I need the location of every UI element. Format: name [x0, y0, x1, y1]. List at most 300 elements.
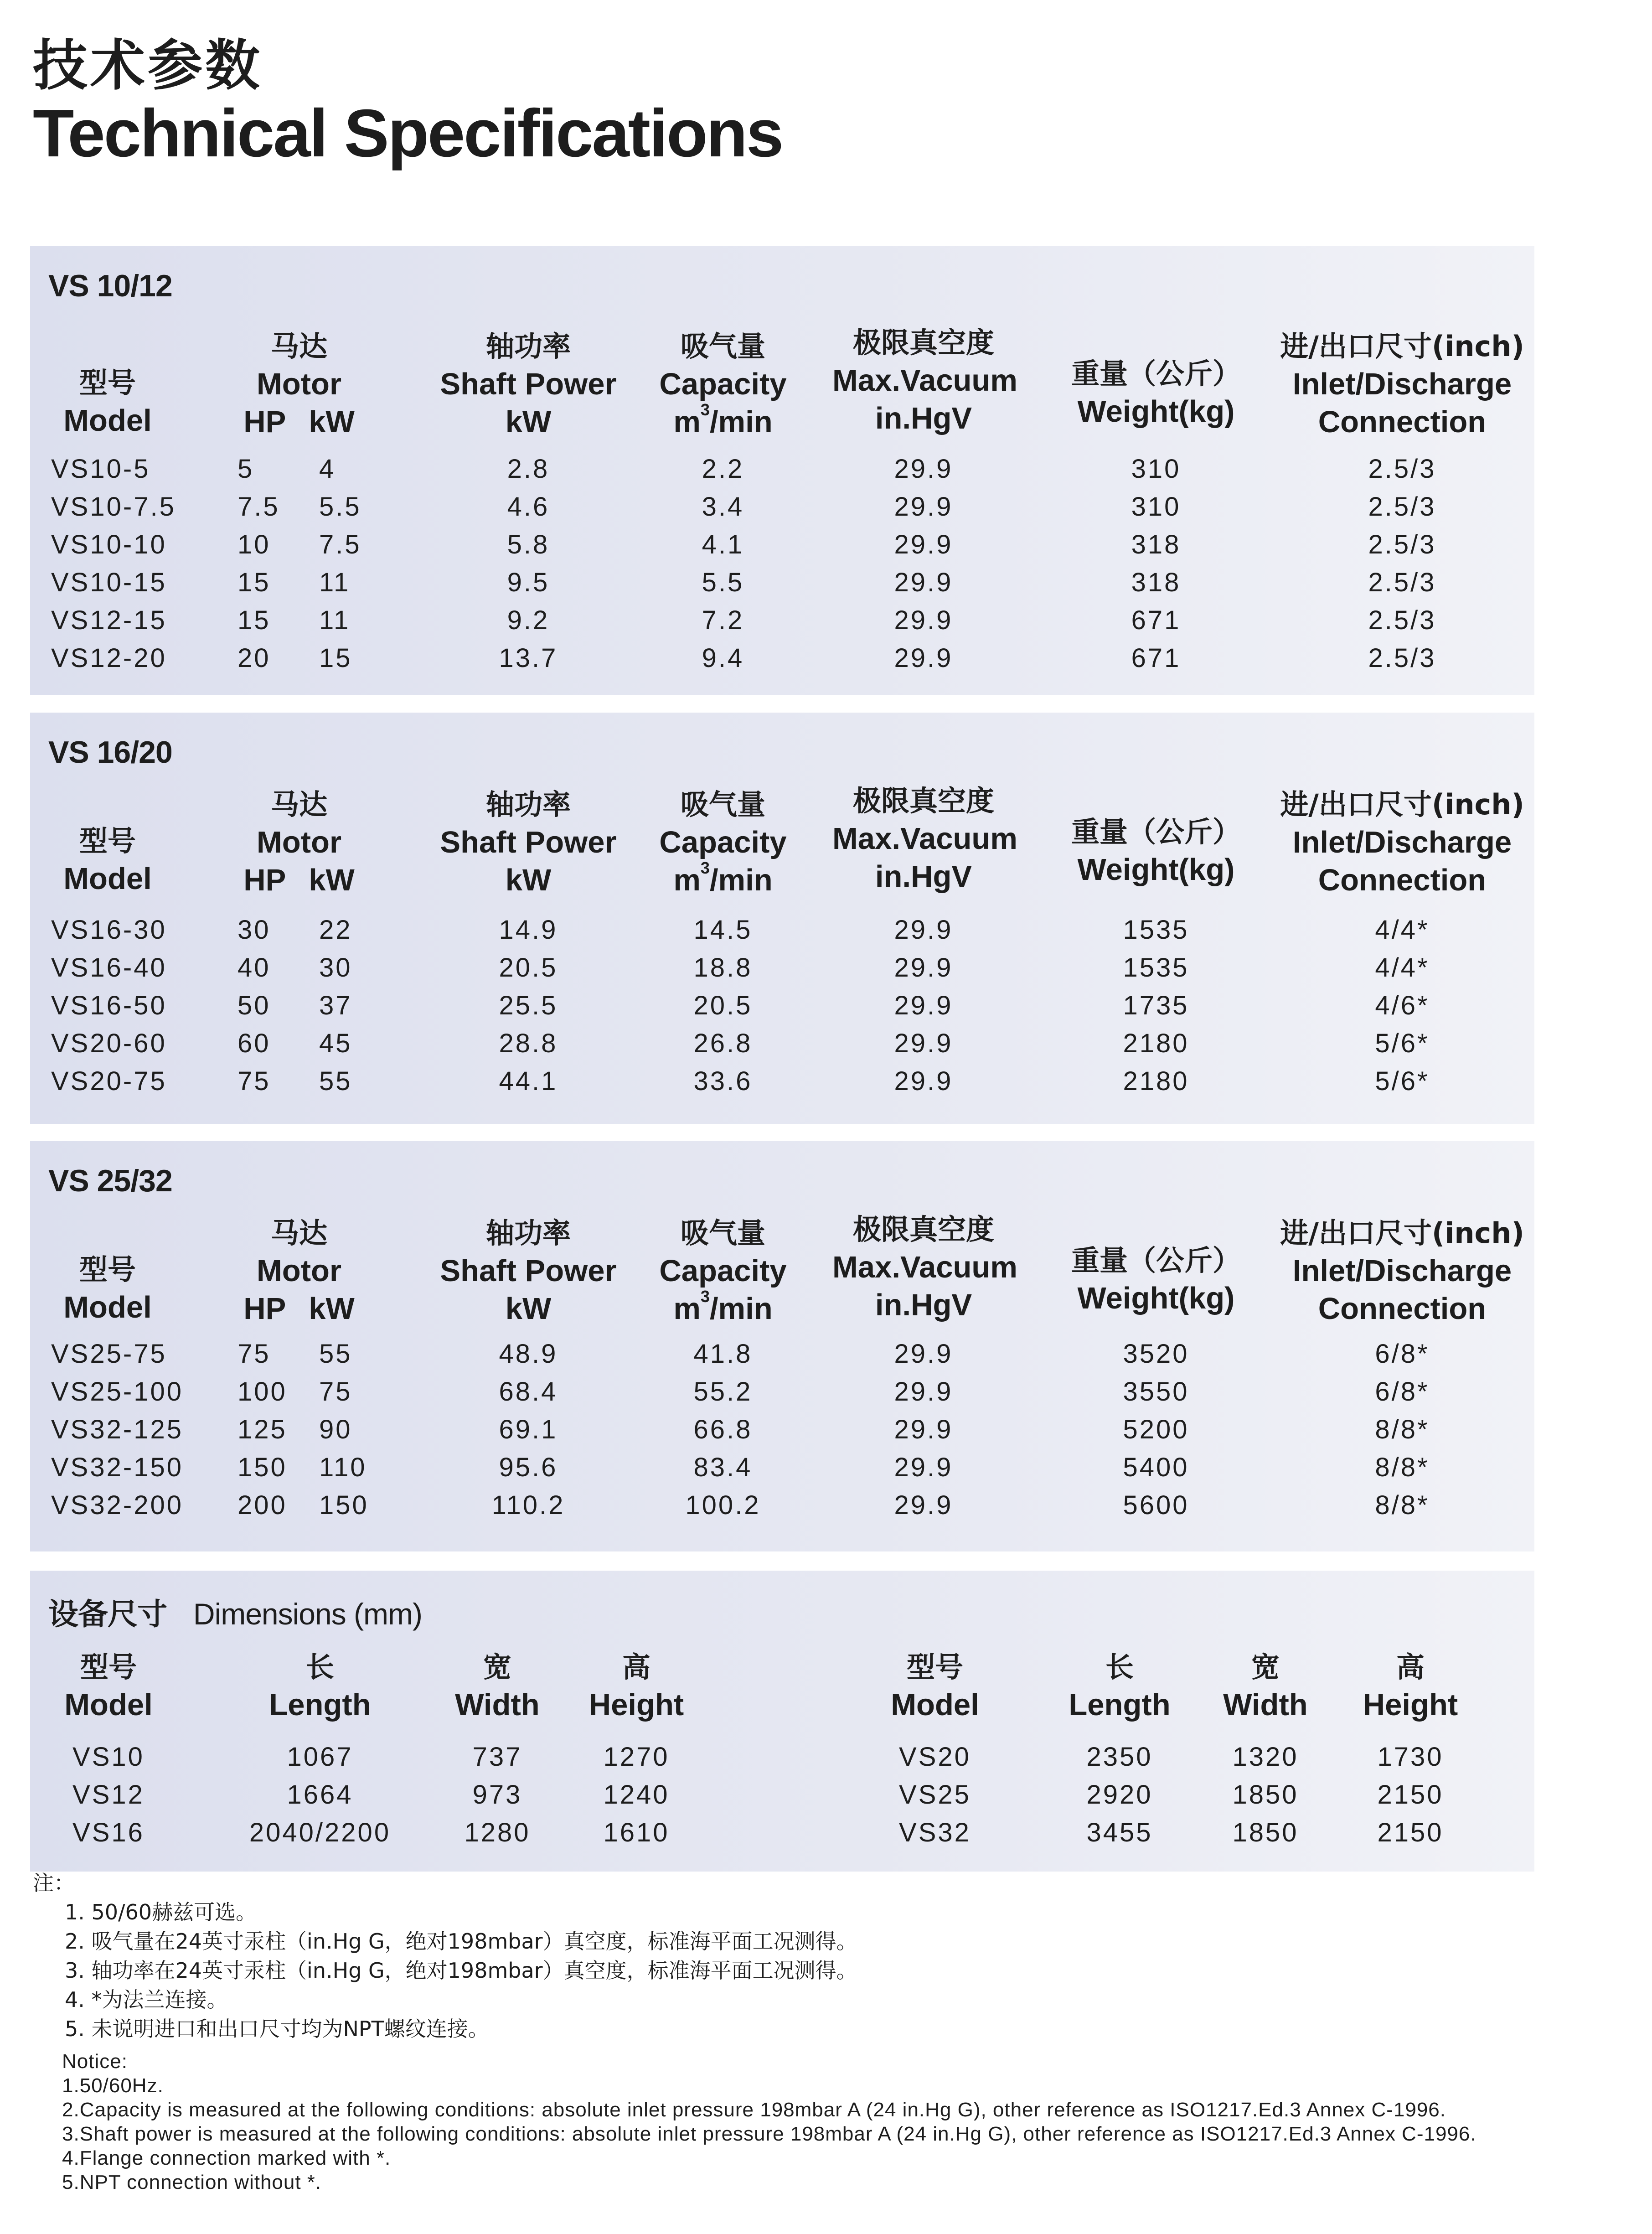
- header-weight-cn: 重量（公斤）: [1071, 1244, 1241, 1277]
- header-vacuum: [832, 324, 1015, 437]
- dim-cell-model: VS16: [72, 1818, 145, 1847]
- dim-cell-length: 2920: [1086, 1780, 1153, 1810]
- note-cn-item: 5. 未说明进口和出口尺寸均为NPT螺纹连接。: [65, 2017, 489, 2041]
- dim-cell-height: 2150: [1377, 1818, 1444, 1847]
- dim-cell-length: 2350: [1086, 1742, 1153, 1772]
- dim-header-len-cn: 长: [305, 1650, 334, 1684]
- cell-kw: 150: [319, 1490, 369, 1520]
- header-weight-cn: 重量（公斤）: [1071, 815, 1241, 848]
- cell-shaft-power: 9.5: [507, 568, 550, 597]
- cell-shaft-power: 68.4: [499, 1377, 558, 1407]
- header-weight: [1047, 1241, 1265, 1317]
- header-vacuum-en: Max.Vacuum: [832, 822, 1017, 856]
- cell-shaft-power: 69.1: [499, 1415, 558, 1444]
- cell-connection: 4/4*: [1375, 953, 1430, 983]
- cell-shaft-power: 13.7: [499, 643, 558, 673]
- table-row: [30, 1028, 1534, 1066]
- cell-kw: 11: [319, 605, 351, 635]
- note-cn-item: 3. 轴功率在24英寸汞柱（in.Hg G，绝对198mbar）真空度，标准海平面工况测得。: [65, 1958, 857, 1983]
- cell-hp: 60: [237, 1029, 271, 1058]
- page-title-cn: 技术参数: [33, 34, 263, 98]
- unit-rest: /min: [709, 863, 773, 897]
- header-connection: [1270, 1214, 1534, 1328]
- section-title: VS 10/12: [48, 269, 172, 303]
- header-shaft-power: [437, 786, 620, 899]
- header-hp: HP: [243, 863, 286, 897]
- header-model-en: Model: [63, 1290, 152, 1324]
- header-capacity: [650, 786, 796, 899]
- cell-weight: 310: [1131, 492, 1181, 522]
- cell-model: VS16-50: [51, 991, 167, 1020]
- header-vacuum-cn: 极限真空度: [852, 784, 994, 817]
- header-capacity-cn: 吸气量: [680, 330, 765, 363]
- cell-capacity: 5.5: [702, 568, 744, 597]
- header-connection-cn: 进/出口尺寸(inch): [1280, 330, 1524, 363]
- cell-shaft-power: 20.5: [499, 953, 558, 983]
- cell-capacity: 9.4: [702, 643, 744, 673]
- header-model: [57, 822, 158, 898]
- unit-sup: 3: [700, 1287, 710, 1306]
- cell-model: VS16-40: [51, 953, 167, 983]
- note-en-item: 2.Capacity is measured at the following conditions: absolute inlet pressure 198mbar A (24 in.Hg G), other reference as ISO1217.Ed.3 Annex C-1996.: [62, 2099, 1446, 2121]
- table-row: [30, 454, 1534, 491]
- dim-cell-width: 1850: [1232, 1780, 1299, 1810]
- dim-header-wid-en: Width: [455, 1688, 540, 1722]
- section-title: VS 16/20: [48, 735, 172, 770]
- cell-shaft-power: 28.8: [499, 1029, 558, 1058]
- header-model: [57, 1251, 158, 1326]
- note-en-item: 3.Shaft power is measured at the following conditions: absolute inlet pressure 198mbar A (24 in.Hg G), other reference as ISO1217.Ed.3 Annex C-1996.: [62, 2123, 1476, 2145]
- header-motor-units: [231, 1290, 367, 1328]
- cell-shaft-power: 95.6: [499, 1453, 558, 1482]
- header-vacuum-unit: in.HgV: [875, 1288, 972, 1322]
- note-en-item: 5.NPT connection without *.: [62, 2171, 322, 2193]
- dim-cell-model: VS32: [899, 1818, 971, 1847]
- header-motor-cn: 马达: [270, 788, 327, 821]
- header-shaft-en: Shaft Power: [440, 1254, 617, 1288]
- cell-shaft-power: 5.8: [507, 530, 550, 559]
- dim-cell-height: 1610: [603, 1818, 670, 1847]
- cell-weight: 671: [1131, 643, 1181, 673]
- table-row: [30, 952, 1534, 990]
- dim-header-hei-cn: 高: [622, 1650, 650, 1684]
- cell-connection: 2.5/3: [1368, 605, 1436, 635]
- cell-vacuum: 29.9: [894, 991, 953, 1020]
- cell-hp: 100: [237, 1377, 287, 1407]
- dim-row: [30, 1817, 1534, 1855]
- header-vacuum: [832, 1210, 1015, 1324]
- header-shaft-cn: 轴功率: [485, 788, 571, 821]
- header-connection-en1: Inlet/Discharge: [1292, 1254, 1512, 1288]
- cell-hp: 50: [237, 991, 271, 1020]
- cell-kw: 75: [319, 1377, 352, 1407]
- cell-connection: 5/6*: [1375, 1029, 1430, 1058]
- header-motor-units: [231, 861, 367, 899]
- spec-panel: [30, 246, 1534, 695]
- cell-hp: 150: [237, 1453, 287, 1482]
- cell-hp: 75: [237, 1066, 271, 1096]
- cell-model: VS16-30: [51, 915, 167, 945]
- cell-kw: 90: [319, 1415, 352, 1444]
- header-capacity: [650, 327, 796, 441]
- header-capacity-unit: [650, 1287, 796, 1328]
- table-row: [30, 605, 1534, 643]
- header-connection: [1270, 786, 1534, 899]
- cell-vacuum: 29.9: [894, 1029, 953, 1058]
- cell-connection: 4/6*: [1375, 991, 1430, 1020]
- cell-vacuum: 29.9: [894, 1377, 953, 1407]
- cell-vacuum: 29.9: [894, 1490, 953, 1520]
- cell-kw: 7.5: [319, 530, 361, 559]
- dim-header-len-en: Length: [269, 1688, 371, 1722]
- notes-cn-label: 注：: [33, 1871, 75, 1895]
- header-vacuum-unit: in.HgV: [875, 401, 972, 435]
- dim-header-wid-cn: 宽: [1251, 1650, 1280, 1684]
- cell-capacity: 26.8: [693, 1029, 753, 1058]
- header-kw: kW: [309, 1292, 355, 1326]
- dim-cell-length: 2040/2200: [249, 1818, 391, 1847]
- cell-weight: 1735: [1123, 991, 1189, 1020]
- dim-header-model-cn: 型号: [80, 1650, 137, 1684]
- note-en-item: 1.50/60Hz.: [62, 2074, 164, 2097]
- header-connection-en1: Inlet/Discharge: [1292, 825, 1512, 859]
- header-model-cn: 型号: [79, 824, 136, 858]
- cell-kw: 4: [319, 454, 336, 484]
- header-connection-en2: Connection: [1318, 863, 1487, 897]
- cell-capacity: 14.5: [693, 915, 753, 945]
- header-capacity-cn: 吸气量: [680, 788, 765, 821]
- cell-weight: 1535: [1123, 915, 1189, 945]
- unit-rest: /min: [709, 1292, 773, 1326]
- dim-header-hei: [1319, 1648, 1502, 1724]
- cell-weight: 5400: [1123, 1453, 1189, 1482]
- dim-header-model-en: Model: [64, 1688, 153, 1722]
- header-weight-en: Weight(kg): [1077, 853, 1235, 887]
- header-capacity-en: Capacity: [659, 367, 787, 401]
- cell-vacuum: 29.9: [894, 643, 953, 673]
- header-motor-cn: 马达: [270, 1216, 327, 1250]
- header-connection-cn: 进/出口尺寸(inch): [1280, 1216, 1524, 1250]
- table-row: [30, 567, 1534, 605]
- header-shaft-en: Shaft Power: [440, 367, 617, 401]
- spec-panel: [30, 1141, 1534, 1551]
- dim-cell-model: VS25: [899, 1780, 971, 1810]
- cell-model: VS10-10: [51, 530, 167, 559]
- cell-model: VS20-75: [51, 1066, 167, 1096]
- cell-kw: 30: [319, 953, 352, 983]
- header-motor-units: [231, 403, 367, 441]
- cell-kw: 45: [319, 1029, 352, 1058]
- cell-shaft-power: 4.6: [507, 492, 550, 522]
- dim-cell-model: VS12: [72, 1780, 145, 1810]
- cell-hp: 5: [237, 454, 254, 484]
- table-row: [30, 1490, 1534, 1528]
- cell-hp: 40: [237, 953, 271, 983]
- dim-cell-width: 1320: [1232, 1742, 1299, 1772]
- cell-weight: 318: [1131, 568, 1181, 597]
- cell-weight: 2180: [1123, 1066, 1189, 1096]
- cell-kw: 110: [319, 1453, 367, 1482]
- dim-header-hei-cn: 高: [1396, 1650, 1425, 1684]
- cell-vacuum: 29.9: [894, 530, 953, 559]
- dimensions-title: [48, 1590, 422, 1633]
- note-cn-item: 4. *为法兰连接。: [65, 1987, 228, 2012]
- cell-kw: 11: [319, 568, 351, 597]
- header-shaft-power: [437, 1214, 620, 1328]
- dim-header-model-cn: 型号: [906, 1650, 963, 1684]
- cell-vacuum: 29.9: [894, 915, 953, 945]
- note-en-item: 4.Flange connection marked with *.: [62, 2147, 391, 2169]
- dim-row: [30, 1779, 1534, 1817]
- cell-shaft-power: 110.2: [491, 1490, 565, 1520]
- header-weight-cn: 重量（公斤）: [1071, 357, 1241, 390]
- dim-header-len: [229, 1648, 411, 1724]
- cell-shaft-power: 14.9: [499, 915, 558, 945]
- cell-model: VS10-15: [51, 568, 167, 597]
- header-connection-en2: Connection: [1318, 1292, 1487, 1326]
- note-cn-item: 1. 50/60赫兹可选。: [65, 1900, 257, 1924]
- header-shaft-cn: 轴功率: [485, 330, 571, 363]
- header-motor-en: Motor: [256, 367, 342, 401]
- table-row: [30, 1339, 1534, 1376]
- header-connection-en2: Connection: [1318, 405, 1487, 439]
- dim-cell-width: 1850: [1232, 1818, 1299, 1847]
- header-model-cn: 型号: [79, 366, 136, 399]
- header-motor-en: Motor: [256, 1254, 342, 1288]
- header-connection-cn: 进/出口尺寸(inch): [1280, 788, 1524, 821]
- header-model-en: Model: [63, 403, 152, 438]
- cell-shaft-power: 48.9: [499, 1339, 558, 1369]
- cell-capacity: 55.2: [693, 1377, 753, 1407]
- cell-capacity: 41.8: [693, 1339, 753, 1369]
- cell-model: VS20-60: [51, 1029, 167, 1058]
- dim-header-len-cn: 长: [1105, 1650, 1134, 1684]
- cell-hp: 15: [237, 605, 271, 635]
- cell-shaft-power: 9.2: [507, 605, 550, 635]
- cell-hp: 15: [237, 568, 271, 597]
- unit-sup: 3: [700, 858, 710, 877]
- cell-model: VS25-100: [51, 1377, 183, 1407]
- table-row: [30, 529, 1534, 567]
- header-capacity: [650, 1214, 796, 1328]
- dim-header-model: [17, 1648, 200, 1724]
- header-connection: [1270, 327, 1534, 441]
- cell-capacity: 18.8: [693, 953, 753, 983]
- header-vacuum-en: Max.Vacuum: [832, 363, 1017, 398]
- cell-hp: 200: [237, 1490, 287, 1520]
- cell-hp: 7.5: [237, 492, 280, 522]
- cell-kw: 5.5: [319, 492, 361, 522]
- header-model: [57, 364, 158, 440]
- cell-kw: 55: [319, 1066, 352, 1096]
- unit-m: m: [673, 1292, 701, 1326]
- cell-vacuum: 29.9: [894, 953, 953, 983]
- dim-row: [30, 1742, 1534, 1779]
- cell-shaft-power: 44.1: [499, 1066, 558, 1096]
- cell-kw: 55: [319, 1339, 352, 1369]
- dim-cell-height: 1240: [603, 1780, 670, 1810]
- cell-capacity: 100.2: [685, 1490, 761, 1520]
- dim-cell-height: 1270: [603, 1742, 670, 1772]
- dim-cell-width: 1280: [464, 1818, 531, 1847]
- header-hp: HP: [243, 405, 286, 439]
- cell-capacity: 33.6: [693, 1066, 753, 1096]
- unit-m: m: [673, 405, 701, 439]
- cell-hp: 30: [237, 915, 271, 945]
- table-row: [30, 990, 1534, 1028]
- page-title-en: Technical Specifications: [33, 96, 783, 171]
- header-capacity-cn: 吸气量: [680, 1216, 765, 1250]
- table-row: [30, 1066, 1534, 1104]
- header-capacity-en: Capacity: [659, 825, 787, 859]
- cell-vacuum: 29.9: [894, 454, 953, 484]
- dim-header-hei-en: Height: [1363, 1688, 1458, 1722]
- table-row: [30, 1376, 1534, 1414]
- dim-header-model-en: Model: [891, 1688, 979, 1722]
- cell-capacity: 20.5: [693, 991, 753, 1020]
- dim-header-hei-en: Height: [589, 1688, 684, 1722]
- header-kw: kW: [309, 863, 355, 897]
- unit-sup: 3: [700, 400, 710, 419]
- cell-hp: 20: [237, 643, 271, 673]
- cell-model: VS10-7.5: [51, 492, 176, 522]
- cell-vacuum: 29.9: [894, 568, 953, 597]
- dimensions-title-cn: 设备尺寸: [48, 1597, 167, 1632]
- cell-weight: 3520: [1123, 1339, 1189, 1369]
- dim-header-wid-en: Width: [1223, 1688, 1308, 1722]
- header-shaft-unit: kW: [505, 1292, 552, 1326]
- header-connection-en1: Inlet/Discharge: [1292, 367, 1512, 401]
- table-row: [30, 1414, 1534, 1452]
- dim-cell-length: 3455: [1086, 1818, 1153, 1847]
- dim-cell-length: 1067: [287, 1742, 353, 1772]
- cell-vacuum: 29.9: [894, 1339, 953, 1369]
- cell-connection: 8/8*: [1375, 1415, 1430, 1444]
- header-vacuum-cn: 极限真空度: [852, 1213, 994, 1246]
- cell-capacity: 7.2: [702, 605, 744, 635]
- section-title: VS 25/32: [48, 1164, 172, 1198]
- table-row: [30, 1452, 1534, 1490]
- cell-weight: 671: [1131, 605, 1181, 635]
- cell-connection: 2.5/3: [1368, 492, 1436, 522]
- dim-cell-height: 1730: [1377, 1742, 1444, 1772]
- header-shaft-cn: 轴功率: [485, 1216, 571, 1250]
- cell-connection: 2.5/3: [1368, 454, 1436, 484]
- header-motor-cn: 马达: [270, 330, 327, 363]
- cell-vacuum: 29.9: [894, 1453, 953, 1482]
- notes-cn: [33, 1868, 857, 2043]
- unit-rest: /min: [709, 405, 773, 439]
- header-weight: [1047, 355, 1265, 430]
- header-shaft-unit: kW: [505, 863, 552, 897]
- cell-connection: 8/8*: [1375, 1453, 1430, 1482]
- cell-connection: 8/8*: [1375, 1490, 1430, 1520]
- header-weight: [1047, 813, 1265, 889]
- header-vacuum-unit: in.HgV: [875, 859, 972, 894]
- dim-header-wid-cn: 宽: [483, 1650, 511, 1684]
- cell-connection: 4/4*: [1375, 915, 1430, 945]
- cell-weight: 310: [1131, 454, 1181, 484]
- cell-weight: 1535: [1123, 953, 1189, 983]
- cell-capacity: 3.4: [702, 492, 744, 522]
- cell-connection: 2.5/3: [1368, 530, 1436, 559]
- dimensions-panel: [30, 1571, 1534, 1872]
- cell-hp: 75: [237, 1339, 271, 1369]
- header-shaft-en: Shaft Power: [440, 825, 617, 859]
- cell-model: VS12-20: [51, 643, 167, 673]
- dimensions-title-en: Dimensions (mm): [193, 1597, 422, 1631]
- header-weight-en: Weight(kg): [1077, 394, 1235, 429]
- cell-weight: 3550: [1123, 1377, 1189, 1407]
- table-row: [30, 915, 1534, 952]
- dim-cell-height: 2150: [1377, 1780, 1444, 1810]
- cell-capacity: 66.8: [693, 1415, 753, 1444]
- cell-vacuum: 29.9: [894, 605, 953, 635]
- cell-model: VS32-125: [51, 1415, 183, 1444]
- header-model-en: Model: [63, 862, 152, 896]
- header-capacity-unit: [650, 400, 796, 441]
- cell-model: VS32-200: [51, 1490, 183, 1520]
- cell-connection: 2.5/3: [1368, 643, 1436, 673]
- cell-vacuum: 29.9: [894, 1415, 953, 1444]
- dim-cell-width: 737: [472, 1742, 522, 1772]
- notes-en-label: Notice:: [62, 2050, 128, 2073]
- header-motor: [231, 327, 367, 441]
- table-row: [30, 491, 1534, 529]
- cell-hp: 125: [237, 1415, 287, 1444]
- header-hp: HP: [243, 1292, 286, 1326]
- header-motor-en: Motor: [256, 825, 342, 859]
- header-vacuum-cn: 极限真空度: [852, 326, 994, 359]
- cell-weight: 5600: [1123, 1490, 1189, 1520]
- cell-vacuum: 29.9: [894, 1066, 953, 1096]
- cell-kw: 15: [319, 643, 352, 673]
- cell-connection: 6/8*: [1375, 1377, 1430, 1407]
- cell-shaft-power: 25.5: [499, 991, 558, 1020]
- dim-cell-model: VS20: [899, 1742, 971, 1772]
- dim-header-len-en: Length: [1069, 1688, 1171, 1722]
- cell-model: VS12-15: [51, 605, 167, 635]
- cell-kw: 37: [319, 991, 352, 1020]
- cell-connection: 5/6*: [1375, 1066, 1430, 1096]
- header-vacuum: [832, 782, 1015, 895]
- cell-capacity: 2.2: [702, 454, 744, 484]
- dim-header-hei: [545, 1648, 728, 1724]
- cell-weight: 318: [1131, 530, 1181, 559]
- note-cn-item: 2. 吸气量在24英寸汞柱（in.Hg G，绝对198mbar）真空度，标准海平面工况测得。: [65, 1929, 857, 1954]
- cell-capacity: 83.4: [693, 1453, 753, 1482]
- table-row: [30, 643, 1534, 681]
- header-capacity-unit: [650, 858, 796, 899]
- unit-m: m: [673, 863, 701, 897]
- cell-shaft-power: 2.8: [507, 454, 550, 484]
- spec-panel: [30, 713, 1534, 1124]
- notes-en: [62, 2049, 1476, 2194]
- header-motor: [231, 786, 367, 899]
- cell-kw: 22: [319, 915, 352, 945]
- header-shaft-unit: kW: [505, 405, 552, 439]
- cell-model: VS32-150: [51, 1453, 183, 1482]
- cell-hp: 10: [237, 530, 271, 559]
- header-motor: [231, 1214, 367, 1328]
- header-model-cn: 型号: [79, 1253, 136, 1286]
- cell-weight: 5200: [1123, 1415, 1189, 1444]
- cell-capacity: 4.1: [702, 530, 744, 559]
- header-shaft-power: [437, 327, 620, 441]
- cell-weight: 2180: [1123, 1029, 1189, 1058]
- header-capacity-en: Capacity: [659, 1254, 787, 1288]
- cell-connection: 6/8*: [1375, 1339, 1430, 1369]
